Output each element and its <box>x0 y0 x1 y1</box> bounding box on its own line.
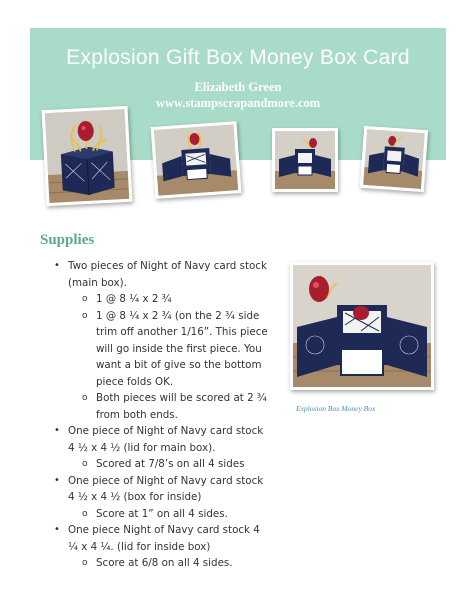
item-text: One piece of Night of Navy card stock 4 ½ x 4 ½ (lid for main box). <box>68 425 264 454</box>
website-url[interactable]: www.stampscrapandmore.com <box>155 96 321 110</box>
sub-item-text: Scored at 7/8’s on all 4 sides <box>96 458 245 470</box>
photo-open-box-2 <box>272 128 338 192</box>
money-box-image <box>293 265 431 387</box>
sub-item-text: Score at 6/8 on all 4 sides. <box>96 557 233 569</box>
sub-list-item <box>40 456 270 473</box>
bullet-icon: • <box>54 260 60 271</box>
item-text: One piece Night of Navy card stock 4 ¼ x 4 ¼. (lid for inside box) <box>68 524 260 553</box>
photo-closed-box <box>42 106 133 206</box>
sub-list-item <box>40 506 270 523</box>
author-name: Elizabeth Green <box>194 80 282 94</box>
sub-list-item <box>40 308 270 391</box>
photo-open-box-1 <box>151 121 242 199</box>
list-item <box>40 423 270 456</box>
sub-list-item <box>40 390 270 423</box>
bullet-icon: • <box>54 425 60 436</box>
sub-item-text: 1 @ 8 ¼ x 2 ¾ <box>96 293 172 305</box>
list-item <box>40 522 270 555</box>
closed-box-image <box>45 109 130 203</box>
supplies-heading: Supplies <box>40 232 95 248</box>
item-text: Two pieces of Night of Navy card stock (main box). <box>68 260 267 289</box>
circle-bullet-icon: o <box>82 558 88 568</box>
supplies-list <box>40 258 270 572</box>
circle-bullet-icon: o <box>82 393 88 403</box>
page-title: Explosion Gift Box Money Box Card <box>66 46 410 69</box>
side-photo-money-box <box>290 262 434 390</box>
list-item <box>40 258 270 291</box>
list-item <box>40 473 270 506</box>
bullet-icon: • <box>54 524 60 535</box>
open-box-image <box>154 124 238 195</box>
bullet-icon: • <box>54 474 60 486</box>
photo-caption: Explosion Box Money Box <box>296 404 376 413</box>
circle-bullet-icon: o <box>82 508 88 519</box>
sub-list-item <box>40 555 270 572</box>
open-box-image <box>275 131 335 189</box>
circle-bullet-icon: o <box>82 459 88 469</box>
sub-item-text: Score at 1” on all 4 sides. <box>96 507 228 520</box>
item-text: One piece of Night of Navy card stock 4 ½ x 4 ½ (box for inside) <box>68 474 264 503</box>
sub-item-text: Both pieces will be scored at 2 ¾ from both ends. <box>96 392 267 421</box>
sub-list-item <box>40 291 270 308</box>
photo-open-box-3 <box>360 126 428 192</box>
circle-bullet-icon: o <box>82 310 88 321</box>
circle-bullet-icon: o <box>82 294 88 304</box>
sub-item-text: 1 @ 8 ¼ x 2 ¾ (on the 2 ¾ side trim off another 1/16”. This piece will go inside the first piece. You want a bit of give so the bottom piece folds OK. <box>96 309 268 388</box>
open-box-image <box>363 129 425 189</box>
